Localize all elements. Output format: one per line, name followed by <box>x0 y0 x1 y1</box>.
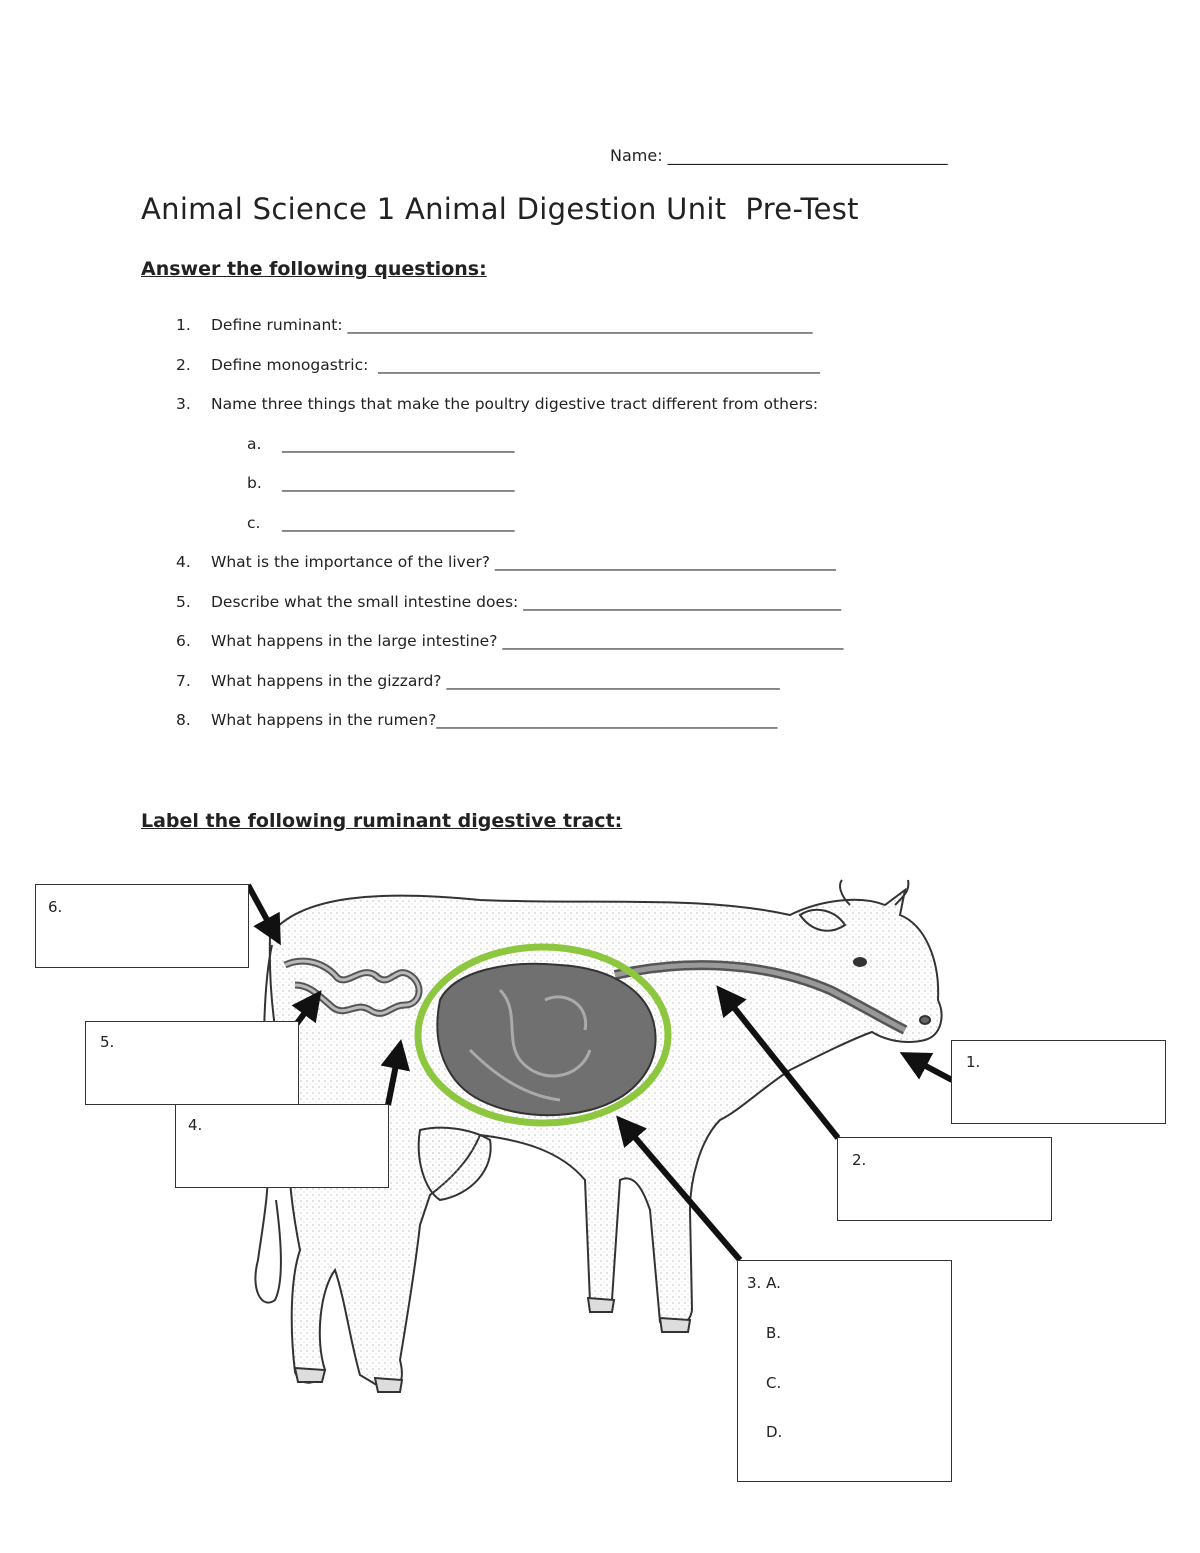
label-box-5-number: 5. <box>100 1033 115 1051</box>
question-4: What is the importance of the liver? ____________________________________________ <box>211 553 836 571</box>
sub-item-letter: c. <box>247 514 261 532</box>
name-field-label: Name: ___________________________________ <box>610 146 948 165</box>
sub-item-letter: b. <box>247 474 262 492</box>
question-number: 4. <box>176 553 191 571</box>
sub-item-letter: a. <box>247 435 262 453</box>
label-box-2[interactable] <box>837 1137 1052 1221</box>
label-box-5[interactable] <box>85 1021 299 1105</box>
label-box-1-number: 1. <box>966 1053 981 1071</box>
label-box-4[interactable] <box>175 1104 389 1188</box>
arrow-6 <box>248 885 278 940</box>
question-number: 2. <box>176 356 191 374</box>
label-box-3d: D. <box>766 1423 783 1441</box>
question-number: 1. <box>176 316 191 334</box>
label-box-4-number: 4. <box>188 1116 203 1134</box>
question-number: 5. <box>176 593 191 611</box>
label-box-6[interactable] <box>35 884 249 968</box>
question-7: What happens in the gizzard? ___________________________________________ <box>211 672 780 690</box>
question-number: 6. <box>176 632 191 650</box>
question-2: Define monogastric: _________________________________________________________ <box>211 356 820 374</box>
question-8: What happens in the rumen?____________________________________________ <box>211 711 778 729</box>
sub-item-line-b: ______________________________ <box>282 474 515 492</box>
label-box-3c: C. <box>766 1374 782 1392</box>
page-title: Animal Science 1 Animal Digestion Unit Pre-Test <box>141 192 859 226</box>
question-number: 7. <box>176 672 191 690</box>
arrow-1 <box>905 1055 952 1080</box>
question-number: 8. <box>176 711 191 729</box>
question-6: What happens in the large intestine? ____________________________________________ <box>211 632 844 650</box>
question-1: Define ruminant: ____________________________________________________________ <box>211 316 813 334</box>
label-box-3[interactable] <box>737 1260 952 1482</box>
sub-item-line-a: ______________________________ <box>282 435 515 453</box>
label-box-3a: 3. A. <box>747 1274 781 1292</box>
diagram-heading: Label the following ruminant digestive tract: <box>141 810 623 832</box>
stomach <box>437 964 655 1115</box>
question-5: Describe what the small intestine does: _________________________________________ <box>211 593 841 611</box>
sub-item-line-c: ______________________________ <box>282 514 515 532</box>
question-3: Name three things that make the poultry digestive tract different from others: <box>211 395 819 413</box>
label-box-1[interactable] <box>951 1040 1166 1124</box>
questions-heading: Answer the following questions: <box>141 258 487 280</box>
label-box-2-number: 2. <box>852 1151 867 1169</box>
label-box-3b: B. <box>766 1324 782 1342</box>
question-number: 3. <box>176 395 191 413</box>
label-box-6-number: 6. <box>48 898 63 916</box>
